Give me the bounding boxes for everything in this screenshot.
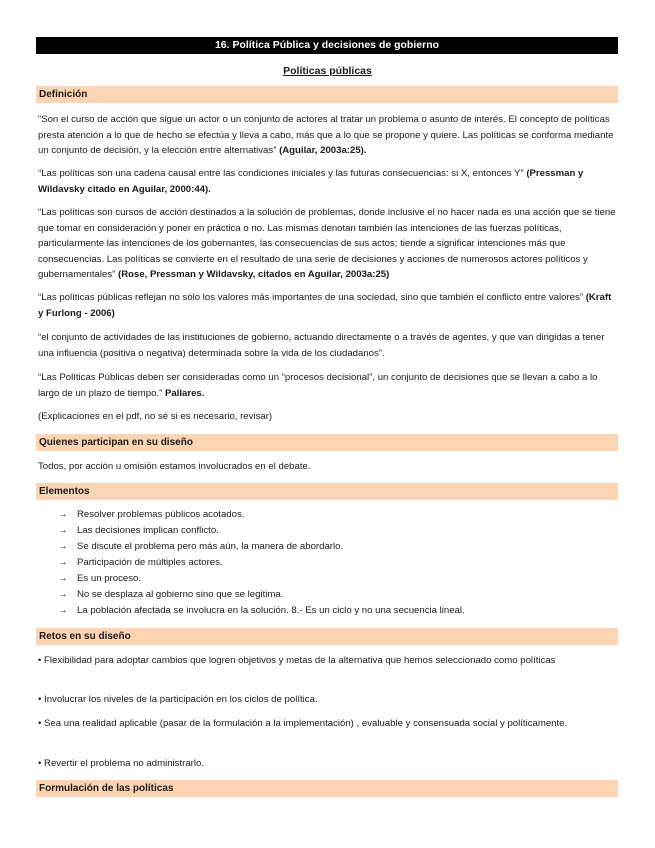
- reto-2: • Involucrar los niveles de la participación en los ciclos de política.: [38, 694, 318, 705]
- reto-1: • Flexibilidad para adoptar cambios que logren objetivos y metas de la alternativa que hemos seleccionado como políticas: [38, 655, 556, 666]
- arrow-right-icon: →: [58, 605, 68, 616]
- section-elementos: Elementos: [36, 483, 618, 500]
- definition-5: “el conjunto de actividades de las instituciones de gobierno, actuando directamente o a través de agentes, y que van dirigidas a tener una influencia (positiva o negativa) determinada sobre la vida de los ciudadanos”.: [38, 332, 605, 359]
- list-item: → Resolver problemas públicos acotados.: [58, 507, 618, 523]
- arrow-right-icon: →: [58, 589, 68, 600]
- list-item: → Las decisiones implican conflicto.: [58, 523, 618, 539]
- document-subtitle: Políticas públicas: [283, 65, 372, 77]
- list-item: → Es un proceso.: [58, 571, 618, 587]
- definition-1: “Son el curso de acción que sigue un actor o un conjunto de actores al tratar un problema o asunto de interés. El concepto de políticas presta atención a lo que de hecho se efectúa y lleva a cabo, más que a lo que se propone y quiere. Las políticas se conforma mediante un conjunto de decisión, y la elección entre alternativas” (Aguilar, 2003a:25).: [38, 114, 614, 156]
- list-item: → Participación de múltiples actores.: [58, 555, 618, 571]
- arrow-right-icon: →: [58, 573, 68, 584]
- list-item: → No se desplaza al gobierno sino que se legitima.: [58, 587, 618, 603]
- definition-3: “Las políticas son cursos de acción destinados a la solución de problemas, donde inclusive el no hacer nada es una acción que se tiene que tomar en consideración y poner en práctica o no. Las mismas denotan también las intenciones de las fuerzas políticas, particularmente las intenciones de los gobernantes, las consecuencias de sus actos; tiende a significar intenciones más que consecuencias. Las políticas se convierte en el resultado de una serie de decisiones y acciones de numerosos actores políticos y gubernamentales” (Rose, Pressman y Wildavsky, citados en Aguilar, 2003a:25): [38, 207, 616, 280]
- reto-3: • Sea una realidad aplicable (pasar de la formulación a la implementación) , evaluable y consensuada social y políticamente.: [38, 718, 568, 729]
- definition-6: “Las Políticas Públicas deben ser consideradas como un “procesos decisional”, un conjunto de decisiones que se llevan a cabo a lo largo de un plazo de tiempo.” Pallares.: [38, 372, 598, 399]
- arrow-right-icon: →: [58, 541, 68, 552]
- arrow-right-icon: →: [58, 525, 68, 536]
- section-definicion: Definición: [36, 86, 618, 103]
- definition-note: (Explicaciones en el pdf, no sé si es necesario, revisar): [38, 411, 273, 422]
- section-formulacion: Formulación de las políticas: [36, 780, 618, 797]
- section-participan: Quienes participan en su diseño: [36, 434, 618, 451]
- document-title: 16. Política Pública y decisiones de gobierno: [36, 37, 618, 54]
- list-item: → Se discute el problema pero más aún, la manera de abordarlo.: [58, 539, 618, 555]
- arrow-right-icon: →: [58, 557, 68, 568]
- section-retos: Retos en su diseño: [36, 628, 618, 645]
- list-item: → La población afectada se involucra en la solución. 8.- Es un ciclo y no una secuencia lineal.: [58, 603, 618, 619]
- reto-4: • Revertir el problema no administrarlo.: [38, 758, 204, 769]
- elementos-list: [58, 507, 618, 619]
- participan-text: Todos, por acción u omisión estamos involucrados en el debate.: [38, 461, 311, 472]
- definition-2: “Las políticas son una cadena causal entre las condiciones iniciales y las futuras consecuencias: si X, entonces Y” (Pressman y Wildavsky citado en Aguilar, 2000:44).: [38, 168, 584, 195]
- arrow-right-icon: →: [58, 509, 68, 520]
- definition-4: “Las políticas públicas reflejan no sólo los valores más importantes de una sociedad, sino que también el conflicto entre valores” (Kraft y Furlong - 2006): [38, 292, 612, 319]
